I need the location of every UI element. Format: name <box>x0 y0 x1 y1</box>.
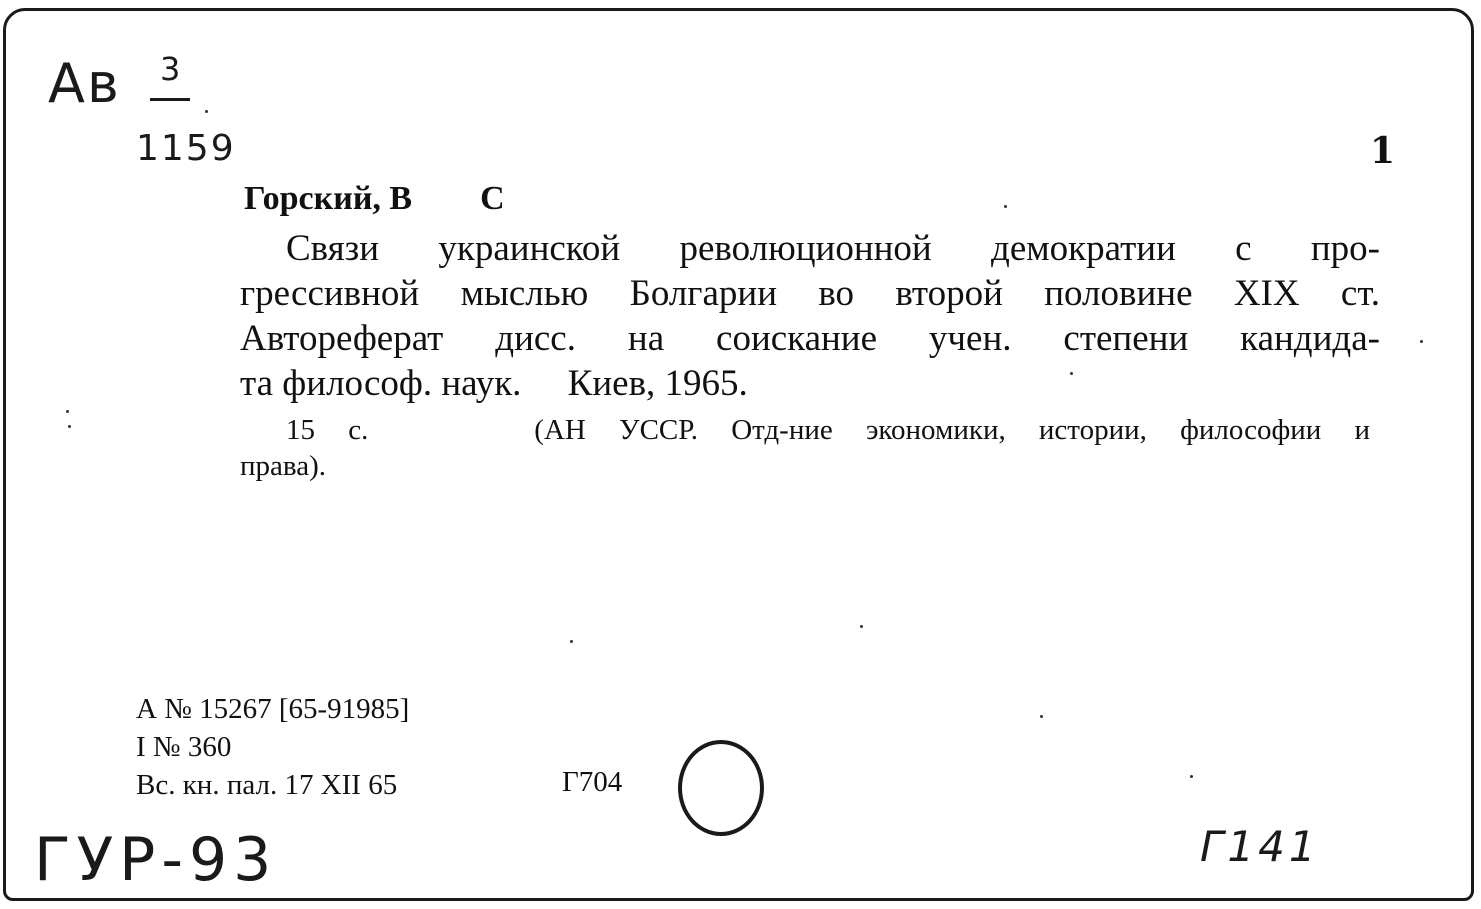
speck <box>860 625 863 628</box>
shelf-mark-superscript: 3 <box>160 50 183 88</box>
speck <box>1004 205 1007 208</box>
title-line: Автореферат дисс. на соискание учен. степени кандида- <box>240 318 1380 359</box>
card-number: 1 <box>1370 130 1396 172</box>
imprint-line: А № 15267 [65-91985] <box>136 693 410 725</box>
physical-description <box>240 412 1370 484</box>
imprint-block <box>136 690 409 804</box>
pages-line: права). <box>240 450 326 482</box>
imprint-line: Вс. кн. пал. 17 XII 65 <box>136 769 398 801</box>
shelf-mark-fraction-line <box>150 98 190 101</box>
speck <box>1190 775 1193 778</box>
speck <box>68 425 71 428</box>
speck <box>1040 715 1043 718</box>
title-line: грессивной мыслью Болгарии во второй половине XIX ст. <box>240 273 1380 314</box>
author-heading: Горский, В С <box>244 180 505 217</box>
handwritten-note-left: ГУР-93 <box>34 825 278 895</box>
speck <box>205 110 208 113</box>
speck <box>1420 340 1423 343</box>
imprint-code: Г704 <box>562 766 623 798</box>
pages-line: 15 с. (АН УССР. Отд-ние экономики, истории, философии и <box>286 414 1370 446</box>
shelf-mark-letters: Ав <box>48 52 121 115</box>
speck <box>1070 372 1073 375</box>
shelf-mark-number: 1159 <box>136 128 236 169</box>
speck <box>66 410 69 413</box>
circle-stamp-icon <box>678 740 764 836</box>
title-line: Связи украинской революционной демократии с про- <box>286 228 1380 269</box>
title-description <box>240 226 1380 406</box>
speck <box>570 640 573 643</box>
handwritten-note-right: Г141 <box>1200 822 1320 871</box>
imprint-line: I № 360 <box>136 731 232 763</box>
title-line: та философ. наук. Киев, 1965. <box>240 363 748 404</box>
